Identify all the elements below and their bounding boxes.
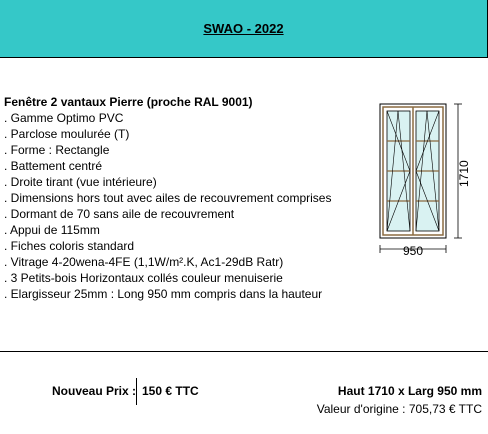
feature-line: . Parclose moulurée (T) xyxy=(4,127,130,141)
price-label: Nouveau Prix : xyxy=(52,384,137,398)
feature-line: . 3 Petits-bois Horizontaux collés couleur menuiserie xyxy=(4,271,283,285)
footer-separator xyxy=(0,351,488,352)
product-description xyxy=(4,94,384,302)
dimensions-summary: Haut 1710 x Larg 950 mm xyxy=(337,384,482,398)
origin-value: Valeur d'origine : 705,73 € TTC xyxy=(316,402,482,416)
feature-line: . Battement centré xyxy=(4,159,103,173)
window-drawing xyxy=(372,95,472,265)
feature-line: . Dormant de 70 sans aile de recouvrement xyxy=(4,207,235,221)
price-divider xyxy=(136,378,137,405)
feature-line: . Fiches coloris standard xyxy=(4,239,135,253)
feature-line: . Vitrage 4-20wena-4FE (1,1W/m².K, Ac1-29dB Ratr) xyxy=(4,255,284,269)
height-label: 1710 xyxy=(457,160,471,187)
feature-line: . Elargisseur 25mm : Long 950 mm compris dans la hauteur xyxy=(4,287,323,301)
product-name: Fenêtre 2 vantaux Pierre (proche RAL 9001) xyxy=(4,95,253,109)
feature-line: . Dimensions hors tout avec ailes de recouvrement comprises xyxy=(4,191,332,205)
feature-line: . Gamme Optimo PVC xyxy=(4,111,124,125)
page-title: SWAO - 2022 xyxy=(203,21,284,36)
feature-line: . Forme : Rectangle xyxy=(4,143,110,157)
feature-line: . Droite tirant (vue intérieure) xyxy=(4,175,157,189)
width-label: 950 xyxy=(402,244,424,258)
price-value: 150 € TTC xyxy=(142,384,199,398)
header-banner xyxy=(0,0,488,58)
feature-line: . Appui de 115mm xyxy=(4,223,100,237)
